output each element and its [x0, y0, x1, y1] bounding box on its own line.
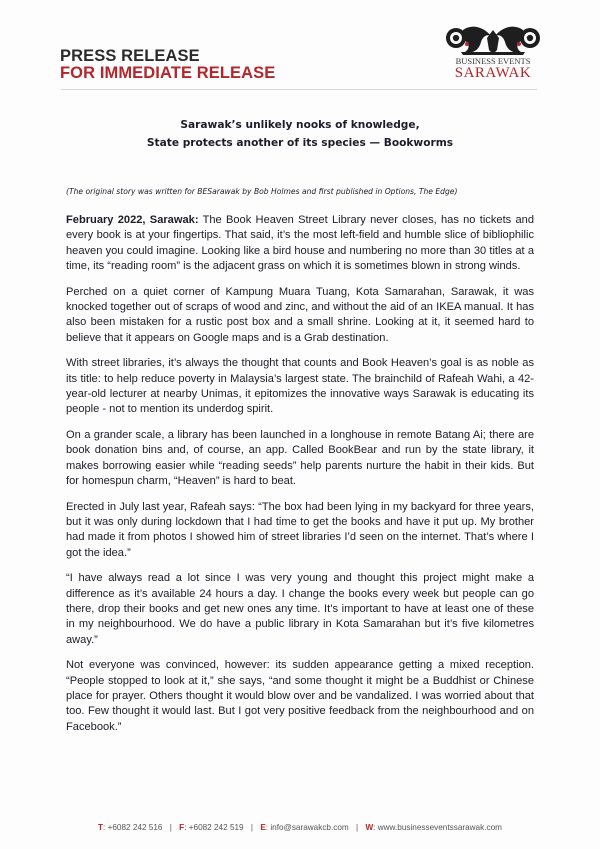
phone-key: T [98, 823, 104, 832]
business-events-sarawak-logo [440, 24, 546, 84]
email-key: E [260, 823, 266, 832]
hornbill-motif-icon [443, 24, 543, 56]
header-divider [61, 89, 462, 90]
article-title [0, 116, 600, 152]
paragraph-text: Erected in July last year, Rafeah says: “The box had been lying in my backyard for three years, but it was only during lockdown that I had time to get the books and have it put up. My brother had made it from photos I showed him of street libraries I’d seen on the internet. That’s where I got the idea.” [66, 500, 534, 559]
paragraph [66, 500, 534, 562]
paragraph-text: Perched on a quiet corner of Kampung Muara Tuang, Kota Samarahan, Sarawak, it was knocked together out of scraps of wood and zinc, and without the aid of an IKEA manual. It has also been mistaken for a rustic post box and a small shrine. Looking at it, it seemed hard to believe that it appears on Google maps and is a Grab destination. [66, 285, 534, 344]
footer-separator: | [169, 823, 172, 832]
paragraph [66, 658, 534, 735]
footer-separator: | [250, 823, 254, 832]
paragraph-text: The Book Heaven Street Library never closes, has no tickets and every book is at your fingertips. That said, it’s the most left-field and humble slice of bibliophilic heaven you could imagine. Looking like a bird house and numbering no more than 30 titles at a time, its “reading room” is the adjacent grass on which it is sometimes blown in strong winds. [66, 214, 534, 273]
contact-footer [0, 823, 600, 832]
dateline: February 2022, Sarawak: [66, 214, 199, 226]
logo-text-sarawak: SARAWAK [454, 65, 532, 81]
paragraph-text: With street libraries, it’s always the thought that counts and Book Heaven’s goal is as noble as its title: to help reduce poverty in Malaysia’s largest state. The brainchild of Rafeah Wahi, a 42-year-old lecturer at nearby Unimas, it epitomizes the innovative ways Sarawak is educating its people - not to mention its underdog spirit. [66, 357, 534, 416]
fax-key: F [179, 823, 185, 832]
fax-number: : +6082 242 519 [184, 823, 244, 832]
press-release-header [60, 48, 275, 82]
logo-text-business-events: BUSINESS EVENTS [455, 56, 531, 66]
website-link[interactable]: : www.businesseventssarawak.com [373, 823, 502, 832]
article-body [66, 213, 534, 745]
paragraph-text: Not everyone was convinced, however: its sudden appearance getting a mixed reception. “People stopped to look at it,” she says, “and some thought it might be a Buddhist or Chinese place for prayer. Others thought it would blow over and be vandalized. I was worried about that too. Few thought it would last. But I got very positive feedback from the neighbourhood and on Facebook.” [66, 659, 534, 733]
paragraph [66, 428, 534, 490]
email-link[interactable]: : info@sarawakcb.com [265, 823, 349, 832]
paragraph [66, 285, 534, 347]
immediate-release-label: FOR IMMEDIATE RELEASE [60, 64, 276, 82]
article-title-line-1: Sarawak’s unlikely nooks of knowledge, [180, 119, 420, 131]
paragraph-text: “I have always read a lot since I was very young and thought this project might make a difference as it’s available 24 hours a day. I change the books every week but people can go there, drop their books and get new ones any time. It’s important to have at least one of these in my neighbourhood. We do have a public library in Kota Samarahan but it’s five kilometres away.” [66, 572, 534, 646]
paragraph-text: On a grander scale, a library has been launched in a longhouse in remote Batang Ai; there are book donation bins and, of course, an app. Called BookBear and run by the state library, it makes borrowing easier while “reading seeds” help parents nurture the habit in their kids. But for homespun charm, “Heaven” is hard to beat. [66, 428, 534, 488]
header-divider-right [437, 89, 537, 90]
article-title-line-2: State protects another of its species — Bookworms [146, 137, 454, 149]
footer-separator: | [356, 823, 359, 832]
press-release-label: PRESS RELEASE [60, 47, 200, 65]
paragraph [66, 213, 534, 275]
paragraph [66, 571, 534, 648]
website-key: W [365, 823, 374, 832]
phone-number: : +6082 242 516 [103, 823, 163, 832]
paragraph [66, 356, 534, 418]
story-credit: (The original story was written for BESarawak by Bob Holmes and first published in Options, The Edge) [66, 187, 458, 196]
